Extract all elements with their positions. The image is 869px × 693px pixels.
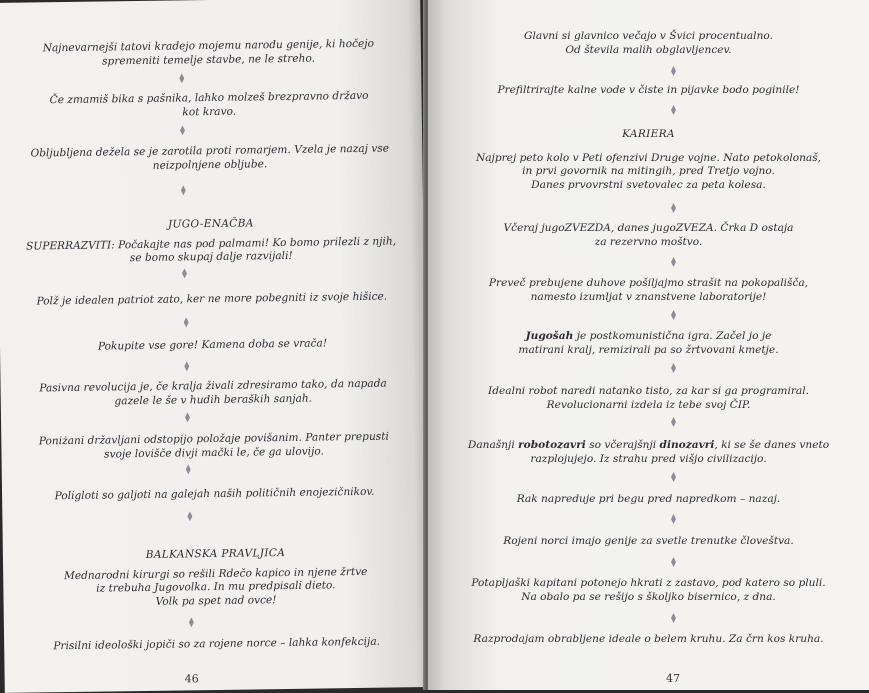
- text-line: Prefiltrirajte kalne vode v čiste in pijavke bodo poginile!: [497, 84, 800, 96]
- page-number: 46: [184, 672, 199, 686]
- section-heading: JUGO-ENAČBA: [167, 217, 254, 231]
- text-line: svoje lovišče divji mački le, če ga ulovijo.: [104, 445, 324, 461]
- text-line: Najnevarnejši tatovi kradejo mojemu narodu genije, ki hočejo: [42, 37, 375, 55]
- text-line: se bomo skupaj dalje razvijali!: [129, 250, 293, 265]
- diamond-separator-icon: [671, 472, 676, 482]
- text-line: Polž je idealen patriot zato, ker ne more pobegniti iz svoje hišice.: [36, 290, 388, 308]
- aphorism: [0, 290, 424, 310]
- text-line: in prvi govornik na mitingih, pred Tretjo vojno.: [522, 165, 775, 178]
- diamond-separator-icon: [181, 185, 186, 195]
- diamond-separator-icon: [179, 73, 184, 83]
- text-line: razplojujejo. Iz strahu pred višjo civilizacijo.: [530, 452, 767, 465]
- text-line: Poligloti so galjoti na galejah naših političnih enojezičnikov.: [54, 485, 375, 503]
- diamond-separator-icon: [184, 317, 189, 327]
- diamond-separator-icon: [185, 412, 190, 422]
- aphorism: [428, 84, 869, 98]
- diamond-separator-icon: [187, 511, 192, 521]
- aphorism: [2, 485, 427, 505]
- text-line: Razprodajam obrabljene ideale o belem kruhu. Za črn kos kruha.: [473, 633, 824, 645]
- diamond-separator-icon: [180, 125, 185, 135]
- text-line: Glavni si glavnico večajo v Švici procentualno.: [524, 30, 773, 42]
- text-line: neizpolnjene obljube.: [152, 157, 268, 172]
- diamond-separator-icon: [671, 557, 676, 567]
- text-line: Poniżani državljani odstopijo položaje povišanim. Panter prepusti: [38, 430, 389, 448]
- section-heading: KARIERA: [622, 128, 675, 140]
- text-line: Od števila malih obglavljencev.: [565, 43, 732, 56]
- aphorism: [428, 128, 869, 192]
- page-number: 47: [666, 672, 680, 685]
- text-line: za rezervno moštvo.: [594, 235, 703, 248]
- text-line: Mednarodni kirurgi so rešili Rdečo kapico in njene žrtve: [63, 565, 368, 582]
- text-line: matirani kralj, remizirali pa so žrtvovani kmetje.: [518, 343, 779, 356]
- text-line: Preveč prebujene duhove pošiljajmo strašit na pokopališča,: [488, 277, 809, 289]
- diamond-separator-icon: [671, 66, 676, 76]
- text-line: Na obalo pa se rešijo s školjko bisernico, z dna.: [521, 590, 776, 603]
- text-line: Obljubljena dežela se je zarotila proti romarjem. Vzela je nazaj vse: [30, 142, 390, 160]
- text-line: je postkomunistična igra. Začel jo je: [573, 330, 772, 342]
- diamond-separator-icon: [671, 363, 676, 373]
- bold-word: Jugošah: [525, 330, 574, 342]
- text-line: namesto izumljat v znanstvene laboratorije!: [530, 290, 767, 303]
- text-line: Če zmamiš bika s pašnika, lahko molzeš brezpravno državo: [49, 89, 369, 107]
- aphorism: [1, 430, 426, 463]
- text-line: Prisilni ideološki jopiči so za rojene norce – lahka konfekcija.: [53, 635, 381, 653]
- diamond-separator-icon: [182, 268, 187, 278]
- aphorism: [4, 635, 429, 655]
- text-line: Pasivna revolucija je, če kralja živali zdresiramo tako, da napada: [39, 377, 387, 395]
- aphorism: [428, 535, 869, 549]
- aphorism: [0, 37, 421, 70]
- diamond-separator-icon: [671, 203, 676, 213]
- text-line: Rak napreduje pri begu pred napredkom – nazaj.: [516, 493, 781, 505]
- aphorism: [1, 377, 426, 410]
- text-span: so včerajšnji: [585, 439, 660, 451]
- diamond-separator-icon: [671, 417, 676, 427]
- aphorism: [0, 89, 422, 122]
- aphorism: [428, 222, 869, 249]
- text-span: , ki se še danes vneto: [714, 439, 830, 451]
- text-line: Pokupite vse gore! Kamena doba se vrača!: [97, 337, 328, 353]
- text-line: SUPERRAZVITI: Počakajte nas pod palmami! Ko bomo prilezli z njih,: [26, 235, 397, 253]
- text-line: Idealni robot naredi natanko tisto, za kar si ga programiral.: [488, 385, 809, 397]
- text-line: iz trebuha Jugovolka. In mu predpisali dieto.: [96, 579, 336, 595]
- bold-word: robotozavri: [518, 439, 586, 451]
- diamond-separator-icon: [184, 361, 189, 371]
- aphorism: [428, 385, 869, 412]
- aphorism: [428, 439, 869, 466]
- aphorism: [428, 633, 869, 647]
- left-page: [0, 0, 430, 693]
- diamond-separator-icon: [671, 257, 676, 267]
- right-page: [428, 0, 869, 690]
- bold-word: dinozavri: [659, 439, 715, 451]
- text-line: gazele le še v hudih beraških sanjah.: [114, 392, 313, 407]
- diamond-separator-icon: [671, 310, 676, 320]
- diamond-separator-icon: [671, 514, 676, 524]
- aphorism: [0, 215, 424, 268]
- aphorism: [0, 142, 423, 175]
- aphorism: [428, 330, 869, 357]
- aphorism: [428, 493, 869, 507]
- diamond-separator-icon: [671, 613, 676, 623]
- text-line: Revolucionarni izdela iz tebe svoj ČIP.: [546, 398, 751, 411]
- diamond-separator-icon: [189, 617, 194, 627]
- aphorism: [3, 545, 429, 611]
- aphorism: [428, 30, 869, 57]
- text-line: Rojeni norci imajo genije za svetle trenutke človeštva.: [503, 535, 794, 547]
- text-line: Najprej peto kolo v Peti ofenzivi Druge vojne. Nato petokolonaš,: [475, 151, 822, 164]
- aphorism: [428, 277, 869, 304]
- text-line: Včeraj jugoZVEZDA, danes jugoZVEZA. Črka D ostaja: [503, 222, 794, 234]
- text-line: Danes prvovrstni svetovalec za peta kolesa.: [531, 178, 766, 191]
- diamond-separator-icon: [186, 464, 191, 474]
- text-span: Današnji: [467, 439, 519, 451]
- text-line: Potapljaški kapitani potonejo hkrati z zastavo, pod katero so pluli.: [471, 577, 826, 589]
- aphorism: [428, 577, 869, 604]
- text-line: kot kravo.: [182, 105, 237, 118]
- text-line: spremeniti temelje stavbe, ne le streho.: [101, 52, 316, 68]
- diamond-separator-icon: [671, 105, 676, 115]
- text-line: Volk pa spet nad ovce!: [155, 593, 277, 608]
- aphorism: [0, 336, 425, 356]
- section-heading: BALKANSKA PRAVLJICA: [145, 547, 286, 561]
